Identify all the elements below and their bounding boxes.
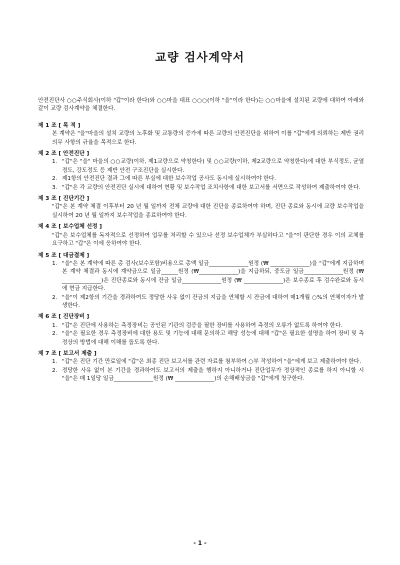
article-6-item-1: 1. "갑"은 진단에 사용하는 측정장비는 공인된 기관의 검증을 필한 장비를 사용하여 측정의 오류가 없도록 하여야 한다. (38, 322, 364, 330)
article-2-item-3: 3. "갑"은 각 교량의 안전진단 실시에 대하여 현황 및 보수작업 조치사항에 대한 보고서를 서면으로 작성하여 제출하여야 한다. (38, 184, 364, 192)
article-2-item-3-text: "갑"은 각 교량의 안전진단 실시에 대하여 현황 및 보수작업 조치사항에 대한 보고서를 서면으로 작성하여 제출하여야 한다. (62, 184, 361, 191)
article-1-heading: 제 1 조 [ 목 적 ] (38, 122, 81, 129)
article-7-item-2-text: 정당한 사유 없이 본 기간을 경과하여도 보고서의 제출을 행하지 아니하거나 진단업무가 정상적인 종료를 하지 아니할 시 "을"은 매 1일당 일금______________원정 (₩ ______________)의 손해배상금을 "갑"에게 청구한다. (62, 367, 364, 383)
article-6-heading: 제 6 조 [ 진단장비 ] (38, 314, 90, 321)
article-5-item-2: 2. "을"이 제2항의 기간을 경과하여도 정당한 사유 없이 잔금의 지급을 연체할 시 잔금에 대하여 매1개월 ○%의 연체이자가 발생한다. (52, 294, 364, 309)
page-number: - 1 - (193, 540, 207, 547)
article-5-item-1: 1. "을"은 본 계약에 따른 총 검사(보수포함)비용으로 총액 일금______________원정 (₩ ______________)을 "갑"에게 지급하며 본 계약 체결과 동시에 계약금으로 일금______원정 (₩______________)을 지급하되, 중도금 일금______________원정 (₩ ______________)은 진단종료와 동시에 잔금 일금______________원정 (₩ ______________)은 보수종료 후 검수완료와 동시에 현금 지급한다. (52, 260, 364, 293)
article-7-item-1: 1. "갑"은 진단 기간 만료일에 "갑"은 최종 진단 보고서를 관련 자료를 첨부하여 ○부 작성하여 "을"에게 보고 제출하여야 한다. (38, 358, 364, 366)
document-title: 교량 검사계약서 (155, 50, 245, 64)
article-3-heading: 제 3 조 [ 진단기간 ] (38, 196, 90, 203)
article-7-item-2: 2. 정당한 사유 없이 본 기간을 경과하여도 보고서의 제출을 행하지 아니하거나 진단업무가 정상적인 종료를 하지 아니할 시 "을"은 매 1일당 일금______________원정 (₩ ______________)의 손해배상금을 "갑"에게 청구한다. (52, 367, 364, 383)
article-5-item-2-text: "을"이 제2항의 기간을 경과하여도 정당한 사유 없이 잔금의 지급을 연체할 시 잔금에 대하여 매1개월 ○%의 연체이자가 발생한다. (62, 294, 364, 309)
article-7-item-1-text: "갑"은 진단 기간 만료일에 "갑"은 최종 진단 보고서를 관련 자료를 첨부하여 ○부 작성하여 "을"에게 보고 제출하여야 한다. (62, 359, 362, 366)
article-5-heading: 제 5 조 [ 대금결제 ] (38, 252, 90, 259)
article-2-item-1: 1. "갑"은 "을" 마을의 ○○교량(이하, 제1교량으로 약칭한다) 및 ○○교량(이하, 제2교량으로 약칭한다)에 대한 부식정도, 균열정도, 강도정도 등 제반 안전 구조진단을 실시한다. (52, 159, 364, 174)
intro-paragraph: 안전진단사 ○○주식회사(이하 "갑"이라 한다)와 ○○마을 대표 ○○○(이하 "을"이라 한다)는 ○○마을에 설치된 교량에 대하여 아래와 같이 교량 검사계약을 체결한다. (38, 98, 364, 113)
article-2-item-2: 2. 제1항의 안전진단 결과 그에 따른 부실에 대한 보수작업 공사도 동시에 실시하여야 한다. (38, 175, 364, 183)
document-body (38, 97, 364, 384)
article-2-heading: 제 2 조 [ 안전진단 ] (38, 151, 90, 158)
article-2-item-2-text: 제1항의 안전진단 결과 그에 따른 부실에 대한 보수작업 공사도 동시에 실시하여야 한다. (62, 176, 277, 183)
article-6-item-2: 2. "을"은 필요한 경우 측정장비에 대한 용도 및 기능에 대해 문의하고 해당 성능에 대해 "갑"은 필요한 설명을 하여 장비 및 측정상의 방법에 대해 이해를 돕도록 한다. (52, 331, 364, 346)
article-4-heading: 제 4 조 [ 보수업체 선정 ] (38, 224, 102, 231)
article-2-item-1-text: "갑"은 "을" 마을의 ○○교량(이하, 제1교량으로 약칭한다) 및 ○○교량(이하, 제2교량으로 약칭한다)에 대한 부식정도, 균열정도, 강도정도 등 제반 안전 구조진단을 실시한다. (62, 159, 364, 174)
article-5-item-1-text: "을"은 본 계약에 따른 총 검사(보수포함)비용으로 총액 일금______________원정 (₩ ______________)을 "갑"에게 지급하며 본 계약 체결과 동시에 계약금으로 일금______원정 (₩______________)을 지급하되, 중도금 일금______________원정 (₩ ______________)은 진단종료와 동시에 잔금 일금______________원정 (₩ ______________)은 보수종료 후 검수완료와 동시에 현금 지급한다. (62, 260, 364, 293)
article-3-text: "갑"은 본 계약 체결 이후부터 20 년 월 일까지 전체 교량에 대한 진단을 종료하여야 하며, 진단 종료와 동시에 교량 보수작업을 실시하여 20 년 월 일까지 보수작업을 종료하여야 한다. (52, 204, 364, 219)
article-1-text: 본 계약은 "을"마을의 설치 교량의 노후화 및 교통량의 증가에 따른 교량의 안전진단을 위하여 이를 "갑"에게 의뢰하는 제반 권리의무 사항의 규율을 목적으로 한다. (52, 131, 364, 146)
article-6-item-2-text: "을"은 필요한 경우 측정장비에 대한 용도 및 기능에 대해 문의하고 해당 성능에 대해 "갑"은 필요한 설명을 하여 장비 및 측정상의 방법에 대해 이해를 돕도록 한다. (62, 331, 364, 346)
article-4-text: "갑"은 보수업체를 독자적으로 선정하여 업무를 처리할 수 있으나 선정 보수업체가 부실하다고 "을"이 판단한 경우 이의 교체를 요구하고 "갑"은 이에 응하여야 한다. (52, 232, 364, 248)
article-7-heading: 제 7 조 [ 보고서 제출 ] (38, 350, 97, 357)
article-6-item-1-text: "갑"은 진단에 사용하는 측정장비는 공인된 기관의 검증을 필한 장비를 사용하여 측정의 오류가 없도록 하여야 한다. (62, 322, 343, 329)
